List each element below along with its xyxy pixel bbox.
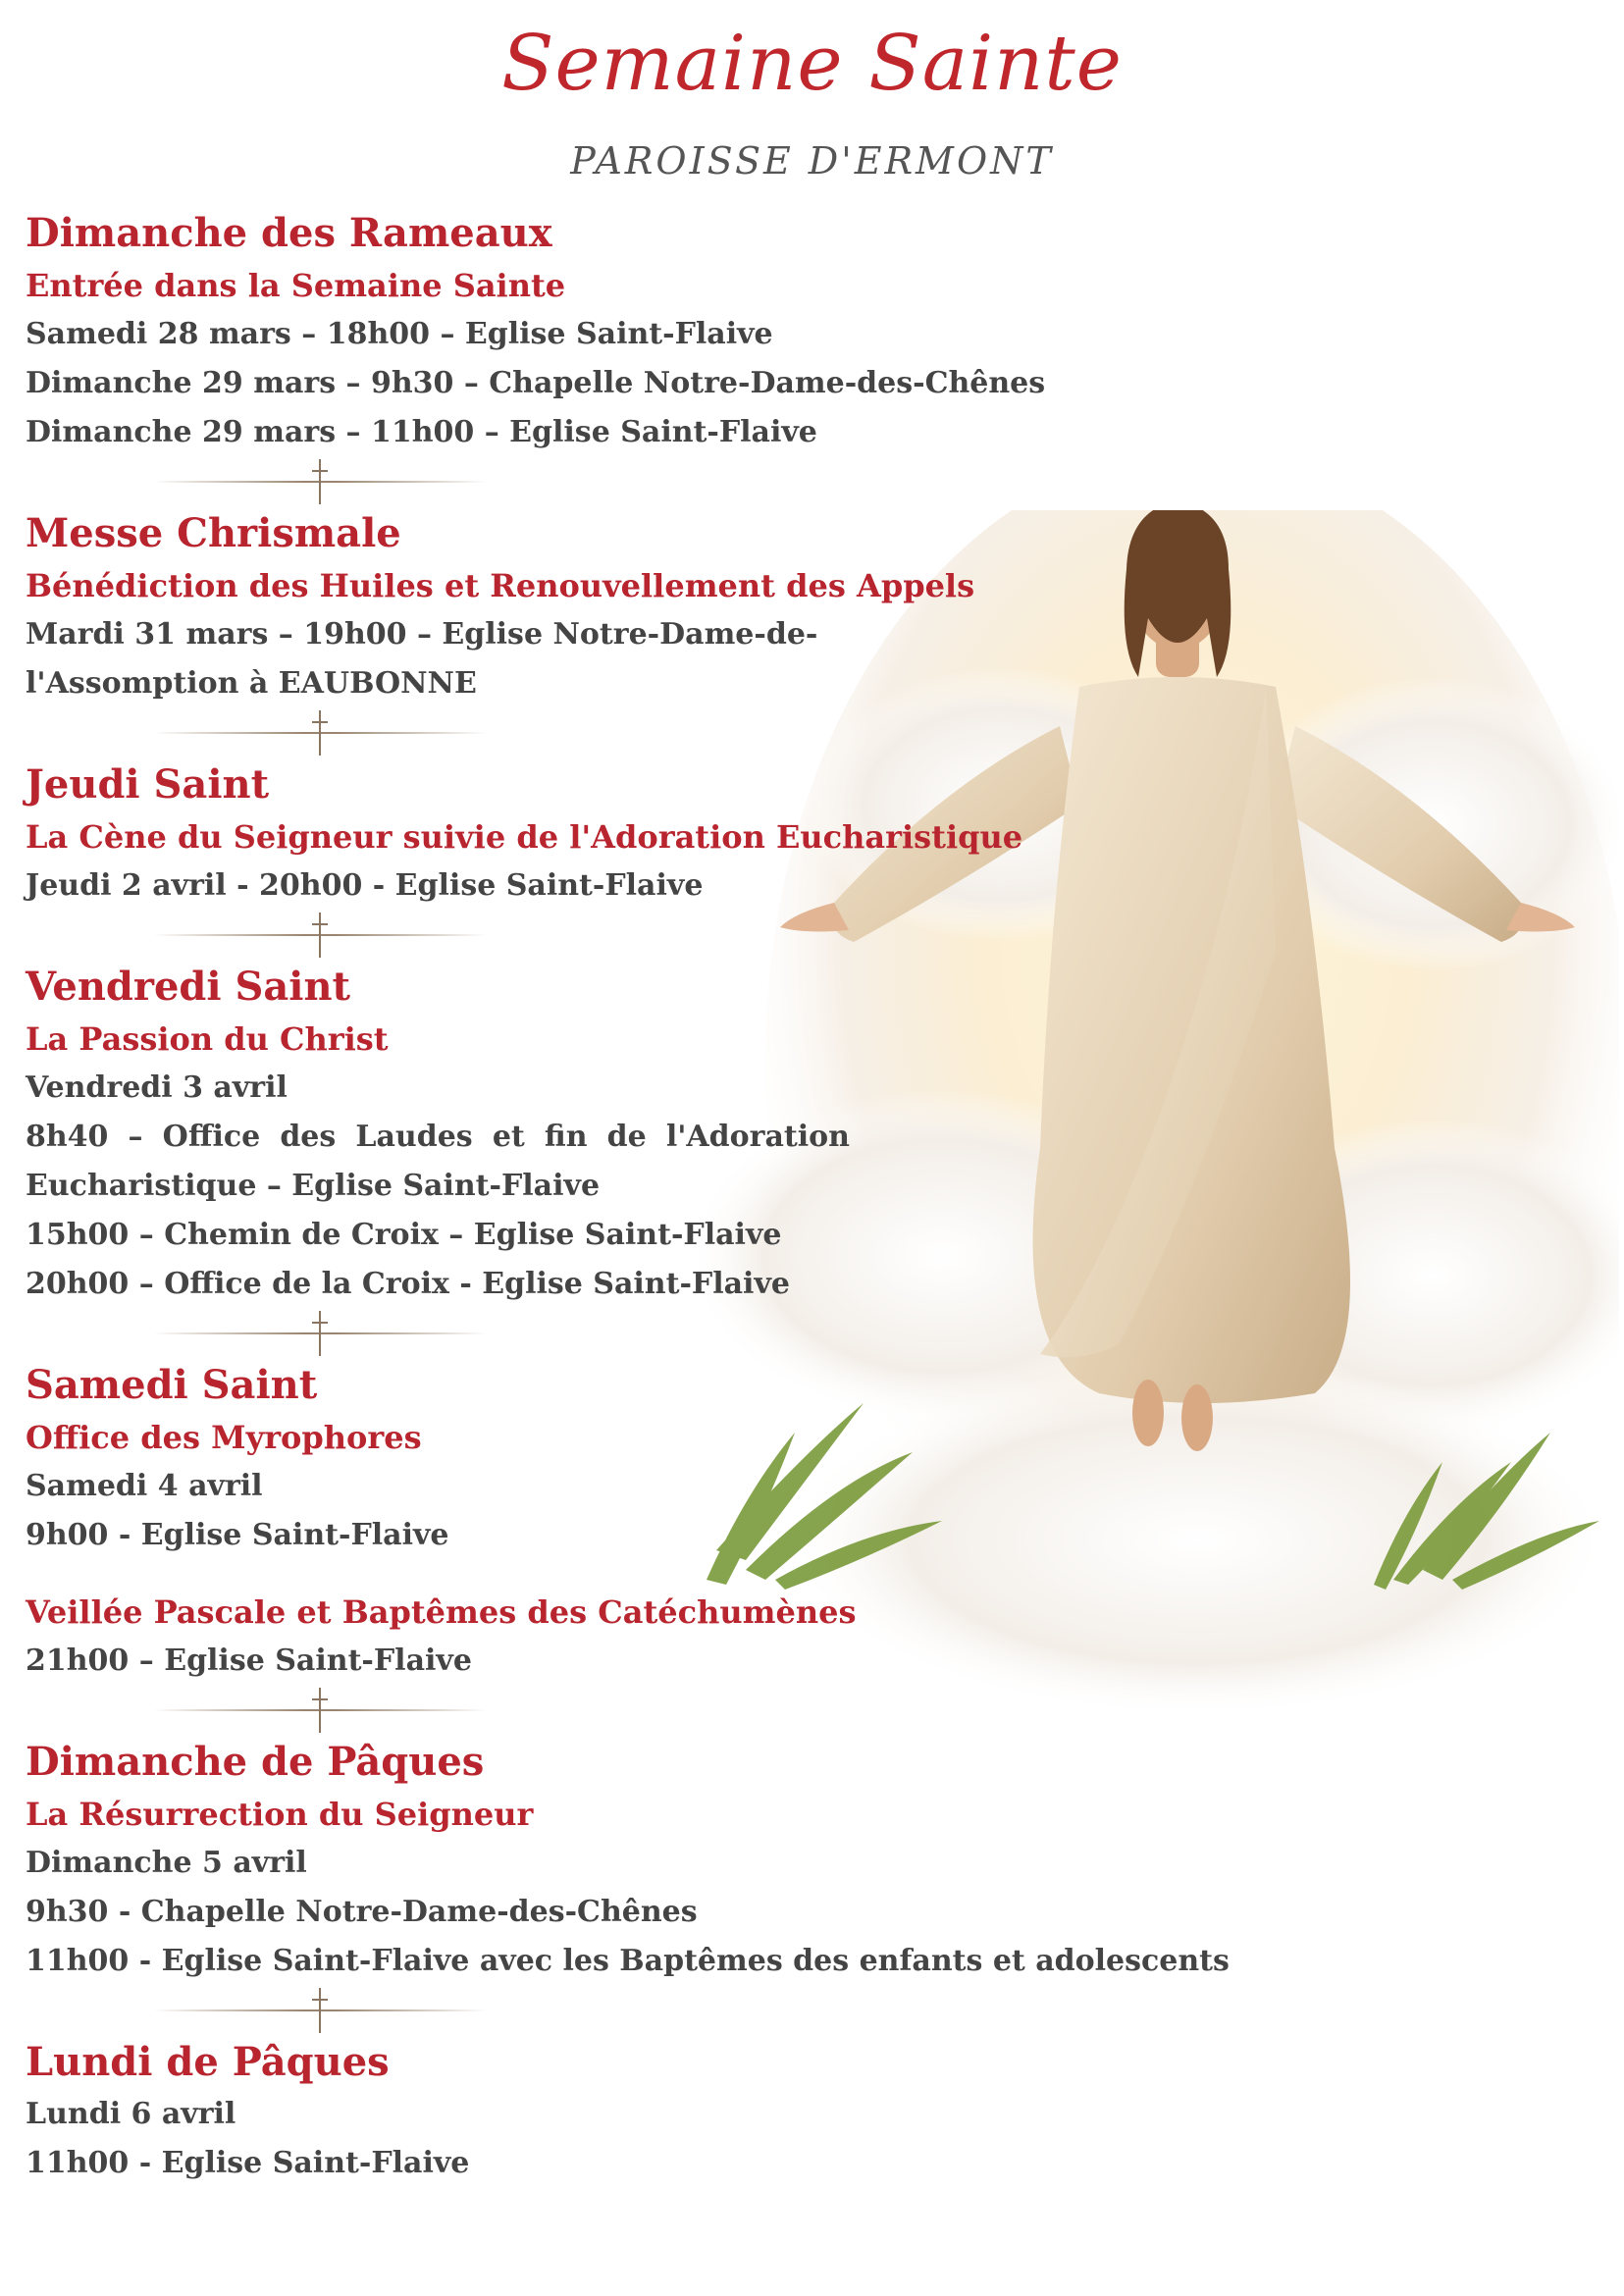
- section-subheading: Office des Myrophores: [26, 1419, 422, 1456]
- cross-icon: [312, 1688, 328, 1733]
- cross-divider: [153, 1309, 487, 1358]
- cross-icon: [312, 1311, 328, 1356]
- schedule-line: Dimanche 29 mars – 11h00 – Eglise Saint-Flaive: [26, 415, 817, 449]
- section-subheading: La Passion du Christ: [26, 1020, 389, 1058]
- schedule-line: 21h00 – Eglise Saint-Flaive: [26, 1644, 472, 1678]
- cross-divider: [153, 708, 487, 757]
- schedule-line: 11h00 - Eglise Saint-Flaive avec les Baptêmes des enfants et adolescents: [26, 1944, 1230, 1978]
- page-title: Semaine Sainte: [501, 20, 1123, 108]
- section-subheading: Entrée dans la Semaine Sainte: [26, 267, 566, 304]
- section-paques: [26, 1735, 1282, 1986]
- section-chrismale: [26, 506, 1282, 708]
- schedule-line: Lundi 6 avril: [26, 2097, 236, 2131]
- cross-divider: [153, 457, 487, 506]
- schedule-line: Jeudi 2 avril - 20h00 - Eglise Saint-Flaive: [26, 868, 704, 903]
- schedule: [26, 206, 1282, 2188]
- schedule-line: Mardi 31 mars – 19h00 – Eglise Notre-Dame-de-l'Assomption à EAUBONNE: [26, 617, 818, 701]
- section-heading: Samedi Saint: [26, 1362, 318, 1408]
- schedule-line: Vendredi 3 avril: [26, 1070, 288, 1105]
- schedule-line: Samedi 28 mars – 18h00 – Eglise Saint-Flaive: [26, 317, 773, 351]
- section-heading: Messe Chrismale: [26, 510, 401, 556]
- schedule-line: Dimanche 5 avril: [26, 1846, 307, 1880]
- cross-icon: [312, 459, 328, 504]
- schedule-line: 15h00 – Chemin de Croix – Eglise Saint-Flaive: [26, 1218, 782, 1252]
- cross-icon: [312, 1988, 328, 2033]
- page-header: [0, 0, 1624, 182]
- schedule-line: Samedi 4 avril: [26, 1469, 263, 1503]
- section-samedi-saint: [26, 1358, 1282, 1686]
- section-subheading: Bénédiction des Huiles et Renouvellement des Appels: [26, 567, 975, 604]
- page-subtitle: PAROISSE D'ERMONT: [570, 139, 1054, 183]
- cross-icon: [312, 913, 328, 958]
- cross-divider: [153, 1686, 487, 1735]
- section-subheading: La Cène du Seigneur suivie de l'Adoration Eucharistique: [26, 818, 1023, 856]
- section-heading: Dimanche des Rameaux: [26, 210, 552, 256]
- cross-divider: [153, 911, 487, 960]
- schedule-line: 8h40 – Office des Laudes et fin de l'Adoration Eucharistique – Eglise Saint-Flaive: [26, 1120, 850, 1203]
- section-heading: Dimanche de Pâques: [26, 1739, 485, 1785]
- schedule-line: Dimanche 29 mars – 9h30 – Chapelle Notre-Dame-des-Chênes: [26, 366, 1046, 400]
- section-lundi-paques: [26, 2035, 1282, 2188]
- cross-icon: [312, 710, 328, 756]
- schedule-line: 9h30 - Chapelle Notre-Dame-des-Chênes: [26, 1895, 698, 1929]
- section-subheading: Veillée Pascale et Baptêmes des Catéchumènes: [26, 1593, 857, 1631]
- section-heading: Lundi de Pâques: [26, 2039, 390, 2085]
- cross-divider: [153, 1986, 487, 2035]
- section-rameaux: [26, 206, 1282, 457]
- section-subheading: La Résurrection du Seigneur: [26, 1796, 534, 1833]
- schedule-line: 20h00 – Office de la Croix - Eglise Saint-Flaive: [26, 1267, 790, 1301]
- section-heading: Jeudi Saint: [26, 761, 270, 808]
- section-heading: Vendredi Saint: [26, 964, 351, 1010]
- section-vendredi-saint: [26, 960, 1282, 1309]
- schedule-line: 9h00 - Eglise Saint-Flaive: [26, 1518, 449, 1552]
- schedule-line: 11h00 - Eglise Saint-Flaive: [26, 2146, 470, 2180]
- section-jeudi-saint: [26, 757, 1282, 911]
